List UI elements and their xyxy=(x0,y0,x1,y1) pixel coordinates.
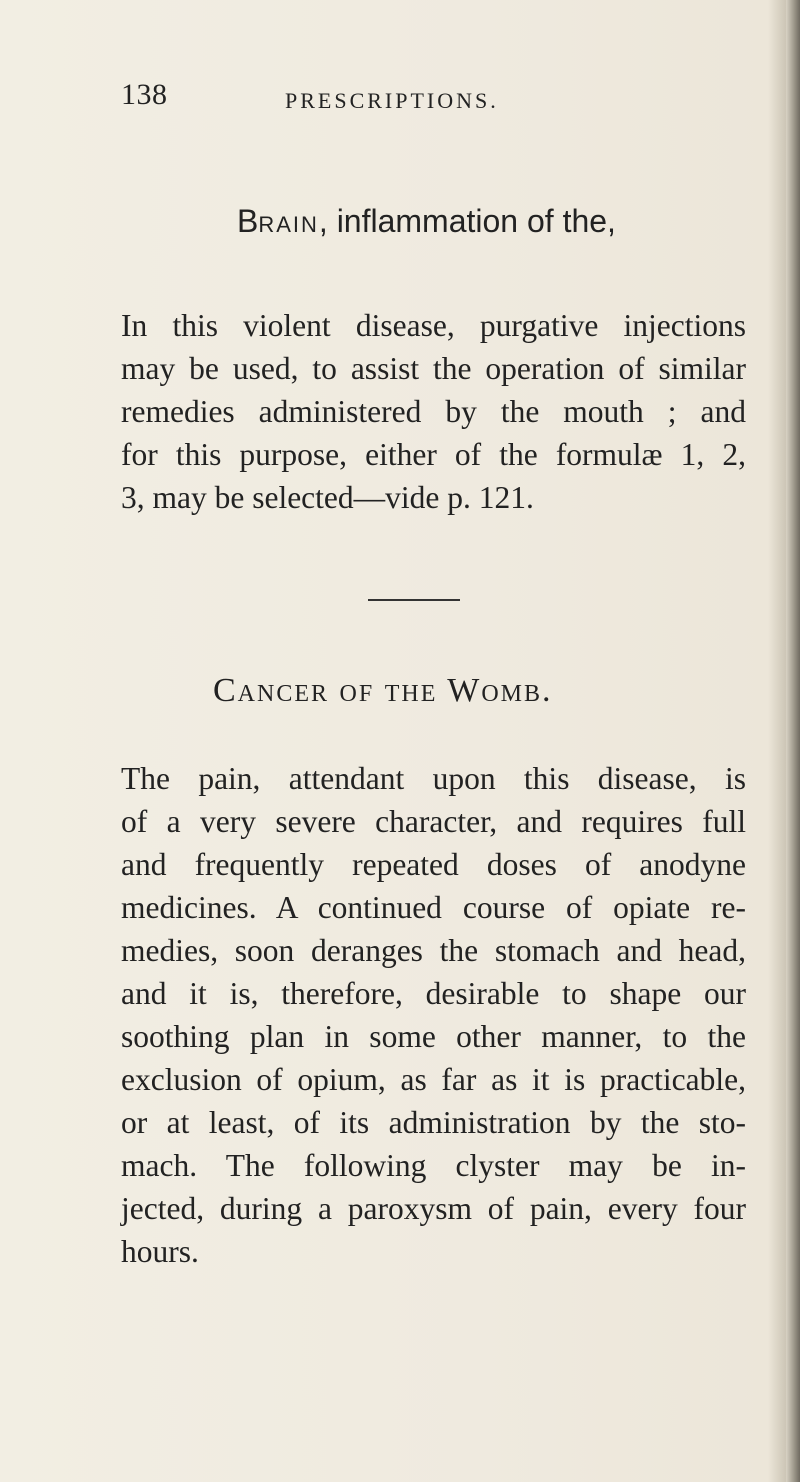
paragraph-line: 3, may be selected—vide p. 121. xyxy=(121,480,534,515)
paragraph-line: and frequently repeated doses of anodyne xyxy=(121,847,746,882)
paragraph-line: hours. xyxy=(121,1234,199,1269)
paragraph-line: may be used, to assist the operation of similar xyxy=(121,351,746,386)
section-divider xyxy=(368,599,460,601)
paragraph-line: medies, soon deranges the stomach and head, xyxy=(121,933,746,968)
paragraph-line: of a very severe character, and requires full xyxy=(121,804,746,839)
paragraph-line: and it is, therefore, desirable to shape our xyxy=(121,976,746,1011)
paragraph-brain xyxy=(121,304,746,519)
section-title-brain xyxy=(237,203,616,240)
paragraph-line: jected, during a paroxysm of pain, every four xyxy=(121,1191,746,1226)
paragraph-line: exclusion of opium, as far as it is practicable, xyxy=(121,1062,746,1097)
paragraph-line: medicines. A continued course of opiate re- xyxy=(121,890,746,925)
title-rest: , inflammation of the, xyxy=(318,203,616,239)
paragraph-line: or at least, of its administration by the sto- xyxy=(121,1105,746,1140)
paragraph-line: for this purpose, either of the formulæ 1, 2, xyxy=(121,437,746,472)
page-edge-shadow xyxy=(786,0,800,1482)
section-title-cancer: Cancer of the Womb. xyxy=(213,672,553,709)
paragraph-line: mach. The following clyster may be in- xyxy=(121,1148,746,1183)
paragraph-line: In this violent disease, purgative injections xyxy=(121,308,746,343)
paragraph-line: soothing plan in some other manner, to the xyxy=(121,1019,746,1054)
page-number: 138 xyxy=(121,78,168,111)
title-initial: B xyxy=(237,203,259,239)
paragraph-line: The pain, attendant upon this disease, is xyxy=(121,761,746,796)
title-smallcaps: rain xyxy=(258,203,319,239)
running-head: PRESCRIPTIONS. xyxy=(285,88,499,113)
paragraph-line: remedies administered by the mouth ; and xyxy=(121,394,746,429)
paragraph-cancer xyxy=(121,757,746,1273)
